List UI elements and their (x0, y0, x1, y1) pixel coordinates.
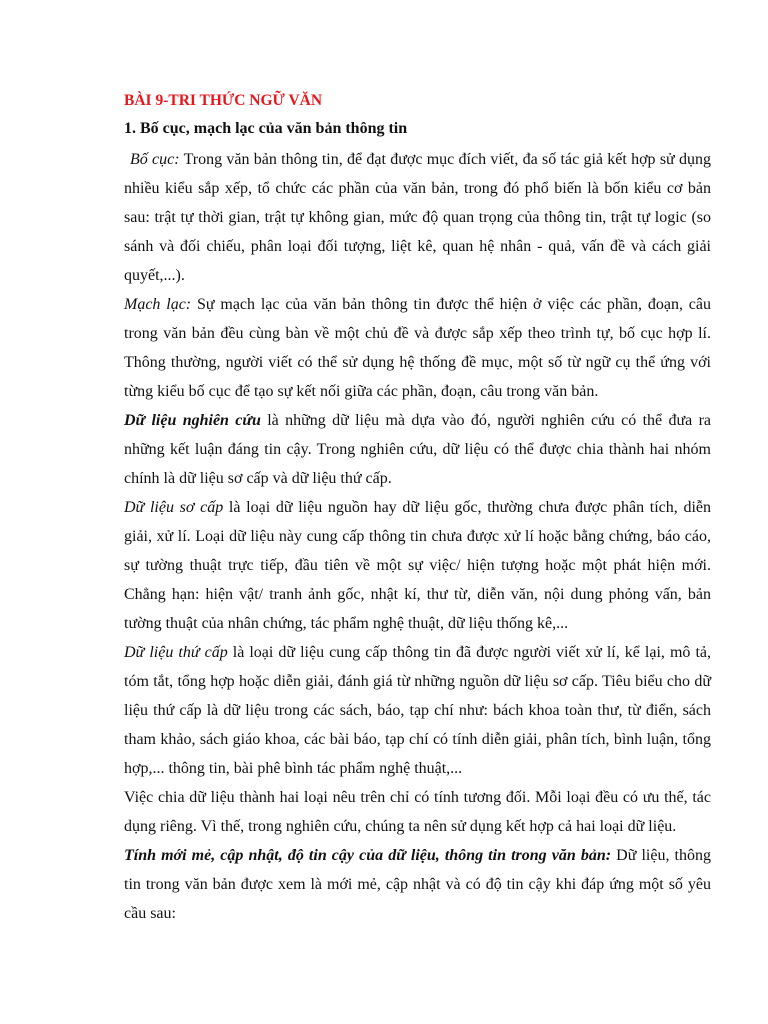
term-du-lieu-nghien-cuu: Dữ liệu nghiên cứu (124, 412, 261, 429)
paragraph-text: Dữ liệu, thông tin trong văn bản được xem là mới mẻ, cập nhật và có độ tin cậy khi đáp ứng một số yêu cầu sau: (124, 847, 711, 922)
paragraph-text: Việc chia dữ liệu thành hai loại nêu trên chỉ có tính tương đối. Mỗi loại đều có ưu thế, tác dụng riêng. Vì thế, trong nghiên cứu, chúng ta nên sử dụng kết hợp cả hai loại dữ liệu. (124, 789, 711, 835)
section-heading: 1. Bố cục, mạch lạc của văn bản thông tin (124, 120, 408, 137)
term-du-lieu-so-cap: Dữ liệu sơ cấp (124, 499, 224, 516)
term-bo-cuc: Bố cục: (130, 151, 180, 168)
paragraph-du-lieu-thu-cap (124, 638, 711, 783)
term-mach-lac: Mạch lạc: (124, 296, 192, 313)
paragraph-text: Trong văn bản thông tin, để đạt được mục đích viết, đa số tác giả kết hợp sử dụng nhiều kiểu sắp xếp, tổ chức các phần của văn bản, trong đó phổ biến là bốn kiểu cơ bản sau: trật tự thời gian, trật tự không gian, mức độ quan trọng của thông tin, trật tự logic (so sánh và đối chiếu, phân loại đối tượng, liệt kê, quan hệ nhân - quả, vấn đề và cách giải quyết,...). (124, 151, 712, 284)
paragraph-text: là những dữ liệu mà dựa vào đó, người nghiên cứu có thể đưa ra những kết luận đáng tin cậy. Trong nghiên cứu, dữ liệu có thể được chia thành hai nhóm chính là dữ liệu sơ cấp và dữ liệu thứ cấp. (124, 412, 711, 487)
paragraph-text: Sự mạch lạc của văn bản thông tin được thể hiện ở việc các phần, đoạn, câu trong văn bản đều cùng bàn về một chủ đề và được sắp xếp theo trình tự, bố cục hợp lí. Thông thường, người viết có thể sử dụng hệ thống đề mục, một số từ ngữ cụ thể ứng với từng kiểu bố cục để tạo sự kết nối giữa các phần, đoạn, câu trong văn bản. (124, 296, 711, 400)
paragraph-du-lieu-so-cap (124, 493, 711, 638)
paragraph-chia-du-lieu (124, 783, 711, 841)
paragraph-tinh-moi-me (124, 841, 711, 928)
paragraph-text: là loại dữ liệu nguồn hay dữ liệu gốc, thường chưa được phân tích, diễn giải, xử lí. Loại dữ liệu này cung cấp thông tin chưa được xử lí hoặc bằng chứng, báo cáo, sự tường thuật trực tiếp, đầu tiên về một sự việc/ hiện tượng hoặc một phát hiện mới. Chẳng hạn: hiện vật/ tranh ảnh gốc, nhật kí, thư từ, diễn văn, nội dung phỏng vấn, bản tường thuật của nhân chứng, tác phẩm nghệ thuật, dữ liệu thống kê,... (124, 499, 711, 632)
paragraph-bo-cuc (124, 145, 711, 290)
paragraph-du-lieu-nghien-cuu (124, 406, 711, 493)
term-tinh-moi-me: Tính mới mẻ, cập nhật, độ tin cậy của dữ liệu, thông tin trong văn bản: (124, 847, 612, 864)
term-du-lieu-thu-cap: Dữ liệu thứ cấp (124, 644, 228, 661)
paragraph-text: là loại dữ liệu cung cấp thông tin đã được người viết xử lí, kể lại, mô tả, tóm tắt, tổng hợp hoặc diễn giải, đánh giá từ những nguồn dữ liệu sơ cấp. Tiêu biểu cho dữ liệu thứ cấp là dữ liệu trong các sách, báo, tạp chí như: bách khoa toàn thư, từ điển, sách tham khảo, sách giáo khoa, các bài báo, tạp chí có tính diễn giải, phân tích, bình luận, tổng hợp,... thông tin, bài phê bình tác phẩm nghệ thuật,... (124, 644, 711, 777)
paragraph-mach-lac (124, 290, 711, 406)
lesson-title: BÀI 9-TRI THỨC NGỮ VĂN (124, 92, 323, 109)
